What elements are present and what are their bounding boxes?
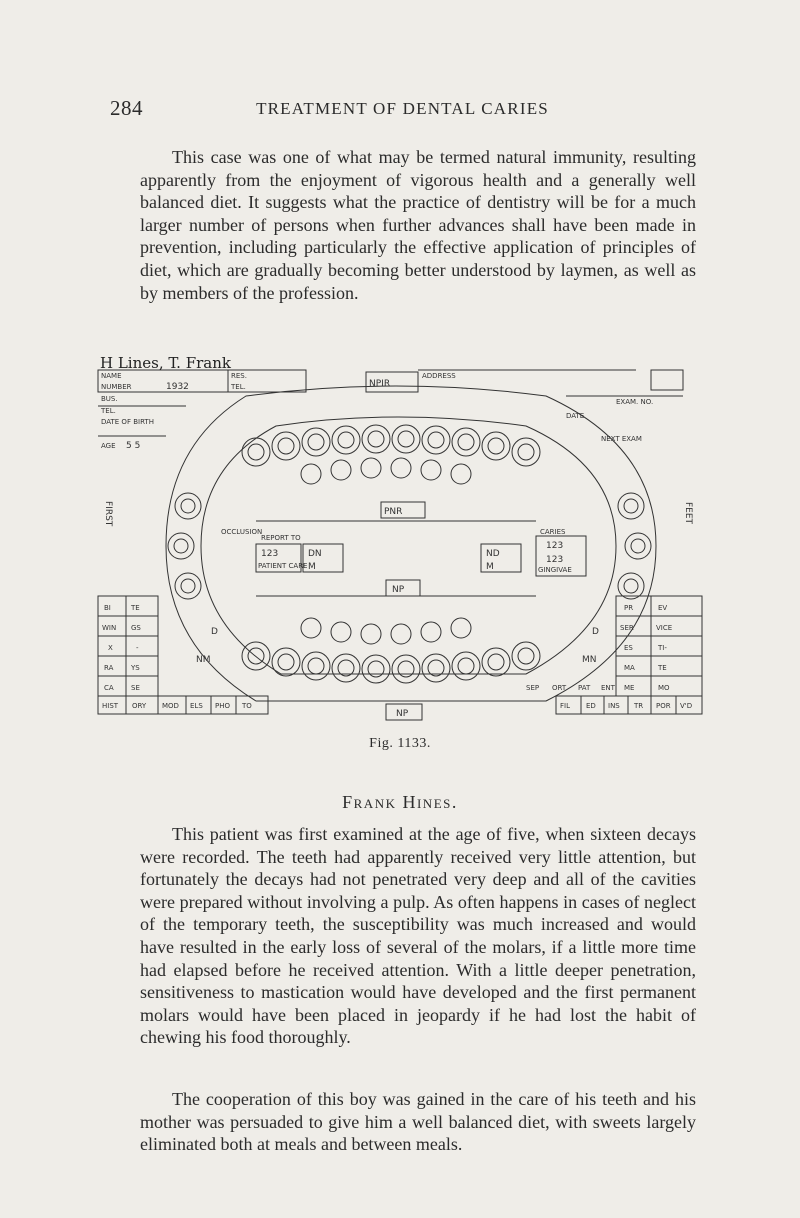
first-right-label: FEET bbox=[683, 502, 693, 525]
mn-left-label: NM bbox=[196, 655, 211, 665]
svg-text:PHO: PHO bbox=[215, 702, 230, 710]
npir-label: NPIR bbox=[369, 379, 391, 389]
svg-text:HIST: HIST bbox=[102, 702, 119, 710]
svg-text:WIN: WIN bbox=[102, 624, 117, 632]
svg-text:SER: SER bbox=[620, 624, 634, 632]
svg-text:GS: GS bbox=[131, 624, 141, 632]
case-paragraph-1: This patient was first examined at the age of five, when sixteen decays were recorded. The teeth had apparently received very little attention, but fortunately the decays had not penetrated very deep and all of the cavities were prepared without involving a pulp. As often happens in cases of neglect of the temporary teeth, the susceptibility was much increased and would have resulted in the early loss of several of the molars, if a little more time had elapsed before he received attention. With a little deeper penetration, sensitiveness to mastication would have developed and the first permanent molars would have been placed in jeopardy if he had lost the habit of chewing his food thoroughly. bbox=[140, 824, 696, 1048]
svg-text:ES: ES bbox=[624, 644, 633, 652]
svg-text:RA: RA bbox=[104, 664, 114, 672]
svg-text:TE: TE bbox=[131, 604, 140, 612]
dental-chart-svg bbox=[96, 356, 706, 726]
address-label: ADDRESS bbox=[422, 372, 456, 380]
svg-text:ED: ED bbox=[586, 702, 596, 710]
left-table-text bbox=[102, 604, 252, 710]
birth-label: DATE OF BIRTH bbox=[101, 418, 154, 426]
m-right-label: M bbox=[486, 562, 494, 572]
exam-no-label: EXAM. NO. bbox=[616, 398, 654, 406]
running-head: TREATMENT OF DENTAL CARIES bbox=[256, 99, 549, 118]
svg-text:TO: TO bbox=[242, 702, 252, 710]
caries-label: CARIES bbox=[540, 528, 566, 536]
caries-num: 123 bbox=[546, 541, 564, 551]
svg-text:-: - bbox=[136, 644, 139, 652]
exam-no-box bbox=[651, 370, 683, 390]
svg-text:V'D: V'D bbox=[680, 702, 693, 710]
svg-text:VICE: VICE bbox=[656, 624, 673, 632]
svg-text:SEP: SEP bbox=[526, 684, 540, 692]
age-value: 5 5 bbox=[126, 441, 141, 451]
nd-label: ND bbox=[486, 549, 500, 559]
m-left-label: M bbox=[308, 562, 316, 572]
svg-text:BI: BI bbox=[104, 604, 111, 612]
np-bottom-label: NP bbox=[396, 709, 409, 719]
gingivae-label: GINGIVAE bbox=[538, 566, 572, 574]
svg-text:TI-: TI- bbox=[658, 644, 667, 652]
svg-text:ORT: ORT bbox=[552, 684, 567, 692]
mn-right-label: MN bbox=[582, 655, 597, 665]
svg-text:PR: PR bbox=[624, 604, 634, 612]
pnr-label: PNR bbox=[384, 507, 403, 517]
patient-num: 123 bbox=[261, 549, 279, 559]
date-label: DATE bbox=[566, 412, 585, 420]
next-exam-label: NEXT EXAM bbox=[601, 435, 642, 443]
page-number: 284 bbox=[110, 96, 143, 120]
figure-caption: Fig. 1133. bbox=[369, 736, 431, 751]
gingivae-num: 123 bbox=[546, 555, 564, 565]
svg-text:SE: SE bbox=[131, 684, 140, 692]
d-left-label: D bbox=[211, 627, 218, 637]
report-to-label: REPORT TO bbox=[261, 534, 301, 542]
tel2-label: TEL. bbox=[101, 407, 116, 415]
svg-text:ENT: ENT bbox=[601, 684, 615, 692]
svg-text:ELS: ELS bbox=[190, 702, 203, 710]
svg-text:PAT: PAT bbox=[578, 684, 591, 692]
svg-text:FIL: FIL bbox=[560, 702, 570, 710]
name-label: NAME bbox=[101, 372, 122, 380]
side-molars bbox=[168, 493, 651, 599]
page-header bbox=[110, 96, 695, 126]
bus-label: BUS. bbox=[101, 395, 118, 403]
section-title-frank-hines: Frank Hines. bbox=[342, 792, 458, 812]
number-label: NUMBER bbox=[101, 383, 132, 391]
svg-text:X: X bbox=[108, 644, 113, 652]
upper-deciduous-teeth bbox=[301, 458, 471, 484]
svg-text:MO: MO bbox=[658, 684, 670, 692]
intro-paragraph: This case was one of what may be termed natural immunity, resulting apparently from the enjoyment of vigorous health and a generally well balanced diet. It suggests what the practice of dentistry will be for a much larger number of persons when further advances shall have been made in prevention, including particularly the effective application of principles of diet, which are gradually becoming better understood by laymen, as well as by members of the profession. bbox=[140, 147, 696, 303]
number-value: 1932 bbox=[166, 382, 189, 392]
patient-care-label: PATIENT CARE bbox=[258, 562, 308, 570]
handwritten-name: H Lines, T. Frank bbox=[100, 356, 231, 372]
age-label: AGE bbox=[101, 442, 116, 450]
res-label: RES. bbox=[231, 372, 247, 380]
np-label: NP bbox=[392, 585, 405, 595]
d-right-label: D bbox=[592, 627, 599, 637]
dental-chart-figure bbox=[96, 356, 706, 726]
svg-text:MA: MA bbox=[624, 664, 635, 672]
svg-text:MOD: MOD bbox=[162, 702, 179, 710]
first-left-label: FIRST bbox=[103, 501, 113, 527]
svg-text:POR: POR bbox=[656, 702, 671, 710]
svg-text:ME: ME bbox=[624, 684, 635, 692]
case-paragraph-2: The cooperation of this boy was gained in the care of his teeth and his mother was persuaded to give him a well balanced diet, with sweets largely eliminated both at meals and between meals. bbox=[140, 1089, 696, 1155]
svg-text:CA: CA bbox=[104, 684, 114, 692]
tel-label: TEL. bbox=[231, 383, 246, 391]
occlusion-label: OCCLUSION bbox=[221, 528, 263, 536]
dn-label: DN bbox=[308, 549, 322, 559]
lower-deciduous-teeth bbox=[301, 618, 471, 644]
svg-text:EV: EV bbox=[658, 604, 668, 612]
svg-text:INS: INS bbox=[608, 702, 620, 710]
lower-permanent-teeth bbox=[242, 642, 540, 683]
upper-permanent-teeth bbox=[242, 425, 540, 466]
svg-text:YS: YS bbox=[131, 664, 140, 672]
svg-text:ORY: ORY bbox=[132, 702, 147, 710]
svg-text:TR: TR bbox=[634, 702, 644, 710]
svg-text:TE: TE bbox=[658, 664, 667, 672]
